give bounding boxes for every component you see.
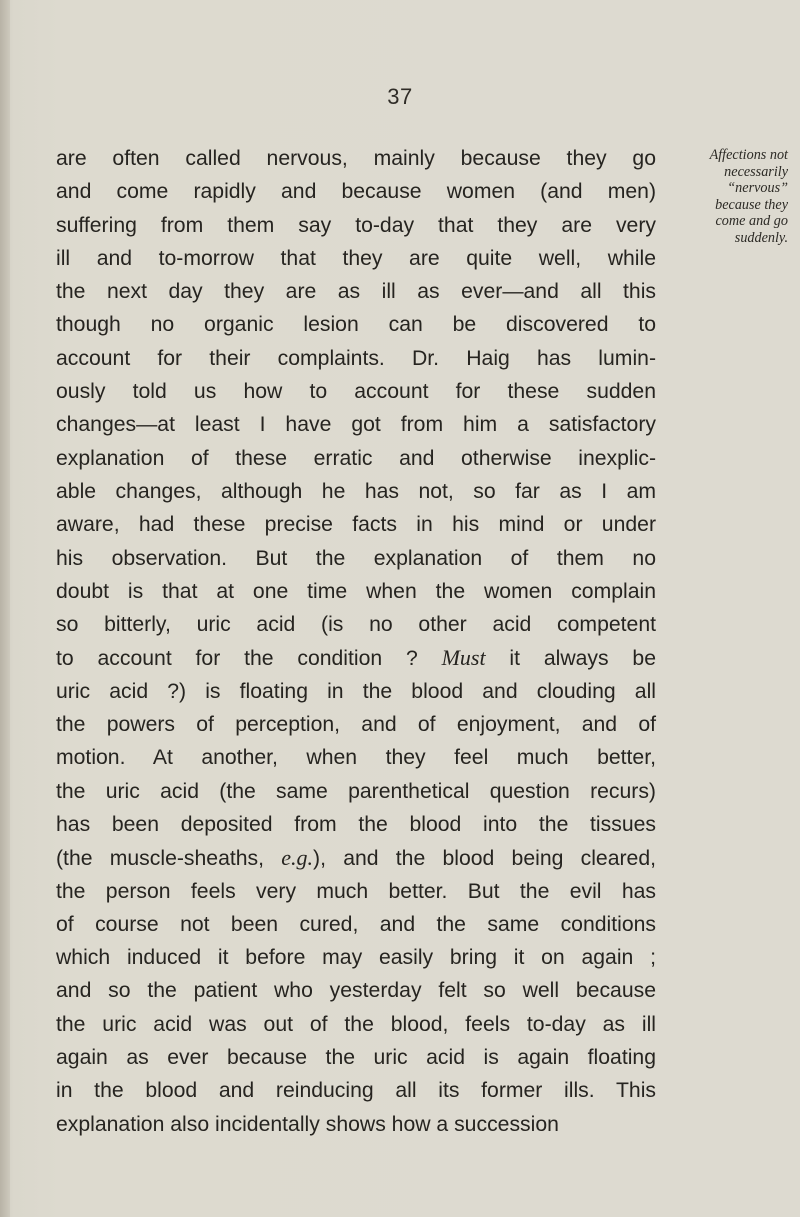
text-line: aware, had these precise facts in his mind or under <box>56 513 656 537</box>
text-line: explanation of these erratic and otherwise inexplic- <box>56 446 656 470</box>
text-segment: (the muscle-sheaths, <box>56 847 282 871</box>
text-line: ously told us how to account for these sudden <box>56 380 656 404</box>
margin-note-line: come and go <box>715 213 788 229</box>
text-line: changes—at least I have got from him a satisfactory <box>56 413 656 437</box>
text-line: the person feels very much better. But the evil has <box>56 879 656 903</box>
emphasis: Must <box>441 645 486 671</box>
text-line: though no organic lesion can be discovered to <box>56 313 656 337</box>
text-line: the next day they are as ill as ever—and all this <box>56 280 656 304</box>
text-line: his observation. But the explanation of them no <box>56 546 656 570</box>
emphasis: e.g. <box>281 845 314 871</box>
text-line: the powers of perception, and of enjoyment, and of <box>56 713 656 737</box>
text-line: ill and to-morrow that they are quite well, while <box>56 246 656 270</box>
text-line: the uric acid was out of the blood, feels to-day as ill <box>56 1012 656 1036</box>
text-line: motion. At another, when they feel much better, <box>56 746 656 770</box>
text-line: account for their complaints. Dr. Haig has lumin- <box>56 346 656 370</box>
margin-note-line: because they <box>715 196 788 213</box>
text-line: doubt is that at one time when the women complain <box>56 579 656 603</box>
margin-note-line: Affections not <box>709 147 788 163</box>
text-line <box>56 841 656 874</box>
text-line <box>56 641 656 674</box>
text-line: has been deposited from the blood into the tissues <box>56 812 656 836</box>
text-line: able changes, although he has not, so far as I am <box>56 479 656 503</box>
text-line: and so the patient who yesterday felt so well because <box>56 979 656 1003</box>
text-line: and come rapidly and because women (and men) <box>56 180 656 204</box>
text-line: suffering from them say to-day that they are very <box>56 213 656 237</box>
text-line: are often called nervous, mainly because they go <box>56 147 656 170</box>
binding-edge <box>0 0 10 1217</box>
text-line: so bitterly, uric acid (is no other acid competent <box>56 613 656 637</box>
text-line: which induced it before may easily bring it on again ; <box>56 946 656 970</box>
text-line: in the blood and reinducing all its former ills. This <box>56 1079 656 1103</box>
margin-note-line: necessarily <box>724 163 788 180</box>
margin-note-line: “nervous” <box>727 180 788 196</box>
text-line: of course not been cured, and the same conditions <box>56 912 656 936</box>
text-line: the uric acid (the same parenthetical question recurs) <box>56 779 656 803</box>
text-segment: to account for the condition ? <box>56 647 442 671</box>
margin-note <box>660 147 788 246</box>
text-segment: ), and the blood being cleared, <box>313 847 656 871</box>
text-line: again as ever because the uric acid is again floating <box>56 1046 656 1070</box>
text-line: explanation also incidentally shows how a succession <box>56 1112 559 1136</box>
body-text <box>56 142 656 1141</box>
margin-note-line: suddenly. <box>734 229 788 246</box>
page-number: 37 <box>387 84 413 109</box>
text-segment: it always be <box>485 647 656 671</box>
text-line: uric acid ?) is floating in the blood and clouding all <box>56 679 656 703</box>
